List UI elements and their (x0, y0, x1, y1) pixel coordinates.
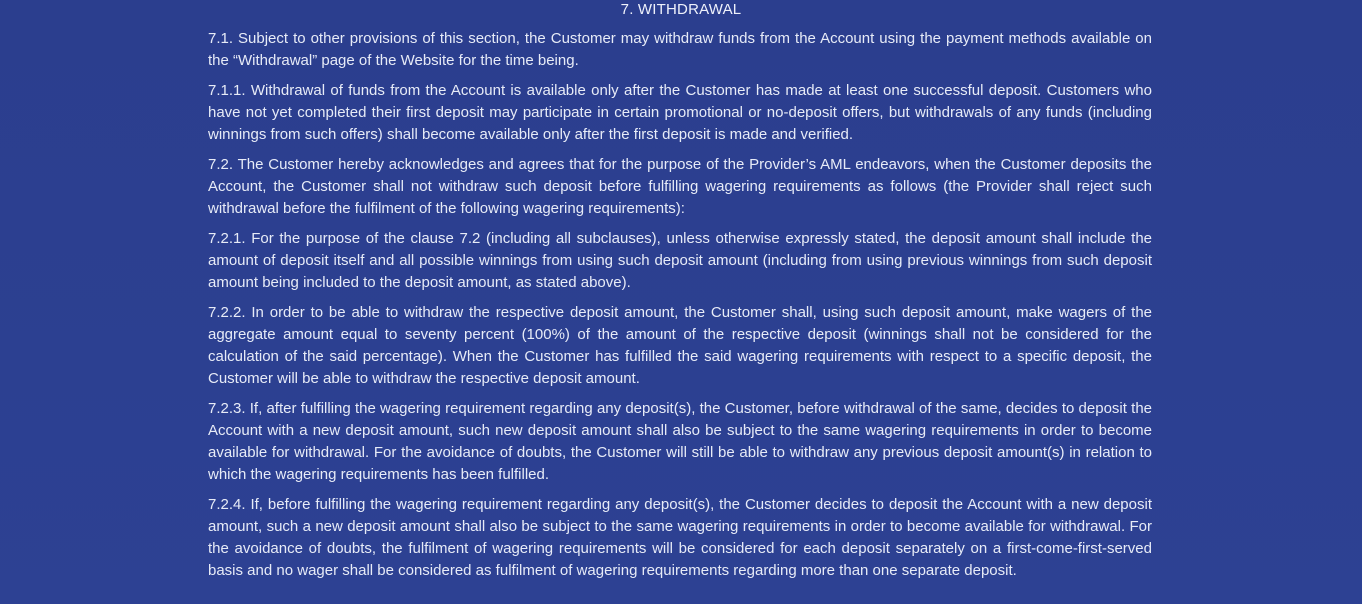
clause-7-2: 7.2. The Customer hereby acknowledges and agrees that for the purpose of the Provider’s AML endeavors, when the Customer deposits the Account, the Customer shall not withdraw such deposit before fulfilling wagering requirements as follows (the Provider shall reject such withdrawal before the fulfilment of the following wagering requirements): (208, 156, 1152, 217)
section-title: 7. WITHDRAWAL (620, 1, 742, 18)
clause-7-2-1: 7.2.1. For the purpose of the clause 7.2 (including all subclauses), unless otherwise expressly stated, the deposit amount shall include the amount of deposit itself and all possible winnings from using such deposit amount (including from using previous winnings from such deposit amount being included to the deposit amount, as stated above). (208, 230, 1152, 291)
clause-7-2-3: 7.2.3. If, after fulfilling the wagering requirement regarding any deposit(s), the Customer, before withdrawal of the same, decides to deposit the Account with a new deposit amount, such new deposit amount shall also be subject to the same wagering requirements in order to become available for withdrawal. For the avoidance of doubts, the Customer will still be able to withdraw any previous deposit amount(s) in relation to which the wagering requirements has been fulfilled. (208, 400, 1152, 483)
terms-content (208, 28, 1152, 590)
clause-7-1-1: 7.1.1. Withdrawal of funds from the Account is available only after the Customer has made at least one successful deposit. Customers who have not yet completed their first deposit may participate in certain promotional or no-deposit offers, but withdrawals of any funds (including winnings from such offers) shall become available only after the first deposit is made and verified. (208, 82, 1152, 143)
clause-7-2-4: 7.2.4. If, before fulfilling the wagering requirement regarding any deposit(s), the Customer decides to deposit the Account with a new deposit amount, such a new deposit amount shall also be subject to the same wagering requirements in order to become available for withdrawal. For the avoidance of doubts, the fulfilment of wagering requirements will be considered for each deposit separately on a first-come-first-served basis and no wager shall be considered as fulfilment of wagering requirements regarding more than one separate deposit. (208, 496, 1152, 579)
clause-7-2-2: 7.2.2. In order to be able to withdraw the respective deposit amount, the Customer shall, using such deposit amount, make wagers of the aggregate amount equal to seventy percent (100%) of the amount of the respective deposit (winnings shall not be considered for the calculation of the said percentage). When the Customer has fulfilled the said wagering requirements with respect to a specific deposit, the Customer will be able to withdraw the respective deposit amount. (208, 304, 1152, 387)
clause-7-1: 7.1. Subject to other provisions of this section, the Customer may withdraw funds from the Account using the payment methods available on the “Withdrawal” page of the Website for the time being. (208, 30, 1152, 69)
